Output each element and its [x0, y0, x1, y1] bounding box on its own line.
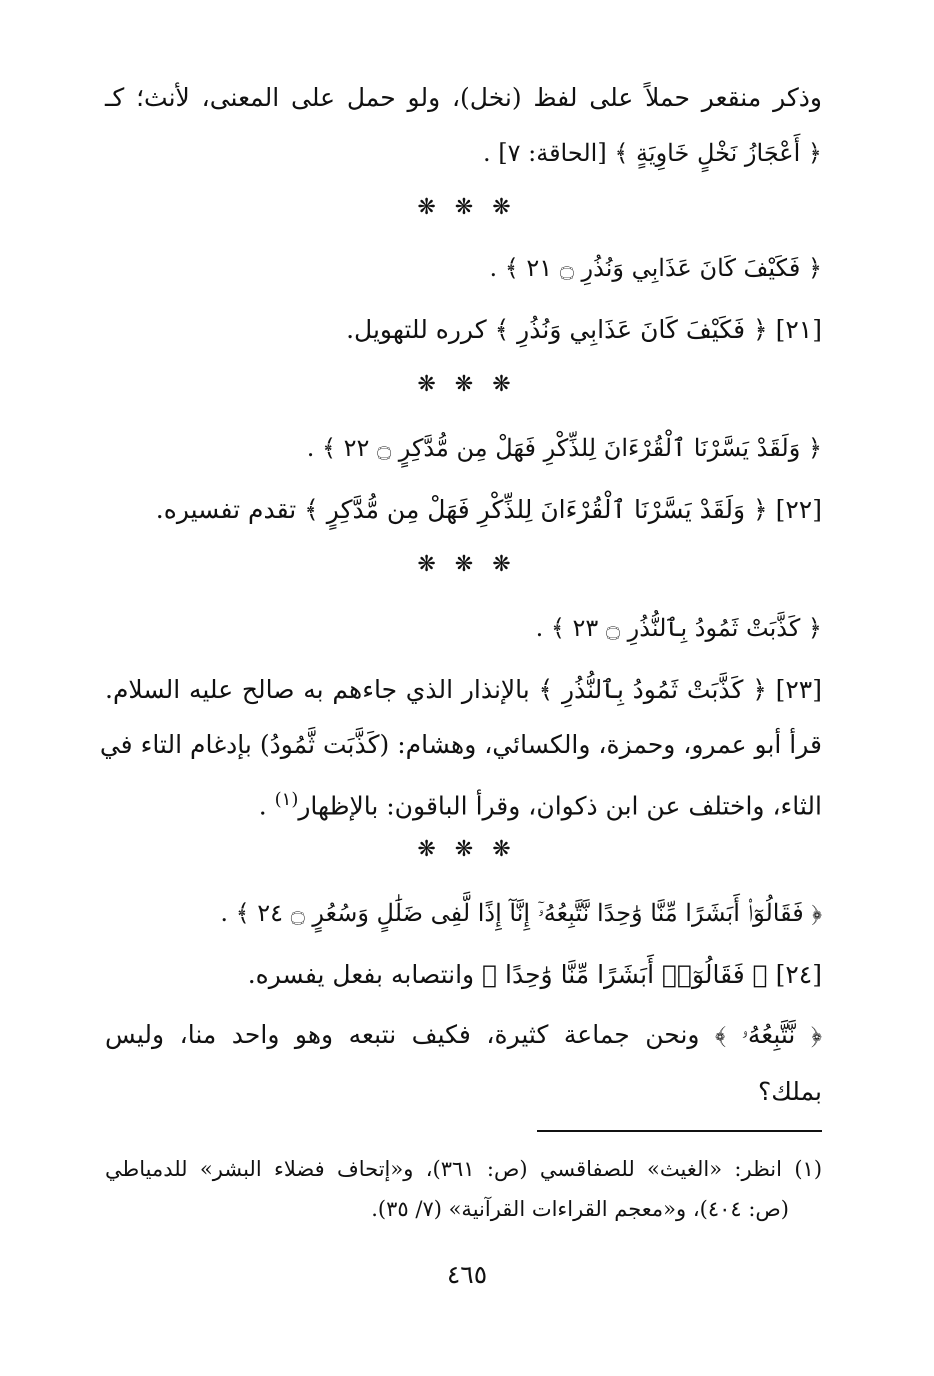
- paragraph-line: ﴿ نَّتَّبِعُهُۥ ﴾ ونحن جماعة كثيرة، فكيف نتبعه وهو واحد منا، وليس: [105, 1020, 822, 1049]
- verse-22: ﴿ وَلَقَدْ يَسَّرْنَا ٱلْقُرْءَانَ لِلذِّكْرِ فَهَلْ مِن مُّدَّكِرٍ ۝ ٢٢ ﴾ .: [306, 434, 822, 462]
- footnote-divider: [537, 1130, 822, 1132]
- footnote-reference: (١): [274, 789, 299, 810]
- tafsir-23-line: [259, 780, 822, 820]
- footnote-line: (ص: ٤٠٤)، و«معجم القراءات القرآنية» (٧/ ٣٥).: [371, 1197, 789, 1221]
- verse-24: ﴿ فَقَالُوٓا۟ أَبَشَرًا مِّنَّا وَٰحِدًا نَّتَّبِعُهُۥٓ إِنَّآ إِذًا لَّفِى ضَلَٰلٍ وَسُعُرٍ ۝ ٢٤ ﴾ .: [220, 899, 822, 927]
- tafsir-23-line: قرأ أبو عمرو، وحمزة، والكسائي، وهشام: (كَذَّبَت ثَّمُودُ) بإدغام التاء في: [99, 730, 822, 759]
- section-separator: ❋ ❋ ❋: [417, 195, 517, 220]
- paragraph-line: بملك؟: [757, 1077, 822, 1106]
- tafsir-24: [٢٤] ﴿ فَقَالُوٓا۟ أَبَشَرًا مِّنَّا وَٰحِدًا ﴾ وانتصابه بفعل يفسره.: [247, 960, 822, 989]
- quran-citation-line: ﴿ أَعْجَازُ نَخْلٍ خَاوِيَةٍ ﴾ [الحاقة: ٧] .: [482, 139, 822, 167]
- section-separator: ❋ ❋ ❋: [417, 552, 517, 577]
- verse-21: ﴿ فَكَيْفَ كَانَ عَذَابِي وَنُذُرِ ۝ ٢١ ﴾ .: [489, 254, 822, 282]
- tafsir-23-line: [٢٣] ﴿ كَذَّبَتْ ثَمُودُ بِٱلنُّذُرِ ﴾ بالإنذار الذي جاءهم به صالح عليه السلام.: [105, 675, 822, 704]
- paragraph-line: وذكر منقعر حملاً على لفظ (نخل)، ولو حمل على المعنى، لأنث؛ كـ: [105, 83, 822, 112]
- page-number: ٤٦٥: [446, 1260, 488, 1289]
- tafsir-22: [٢٢] ﴿ وَلَقَدْ يَسَّرْنَا ٱلْقُرْءَانَ لِلذِّكْرِ فَهَلْ مِن مُّدَّكِرٍ ﴾ تقدم تفسيره.: [155, 495, 822, 524]
- sentence-end: .: [258, 791, 275, 821]
- footnote-line: (١) انظر: «الغيث» للصفاقسي (ص: ٣٦١)، و«إتحاف فضلاء البشر» للدمياطي: [105, 1157, 823, 1181]
- tafsir-21: [٢١] ﴿ فَكَيْفَ كَانَ عَذَابِي وَنُذُرِ ﴾ كرره للتهويل.: [346, 315, 822, 344]
- verse-23: ﴿ كَذَّبَتْ ثَمُودُ بِٱلنُّذُرِ ۝ ٢٣ ﴾ .: [535, 614, 822, 642]
- tafsir-23-text: الثاء، واختلف عن ابن ذكوان، وقرأ الباقون: بالإظهار: [298, 791, 822, 821]
- section-separator: ❋ ❋ ❋: [417, 837, 517, 862]
- section-separator: ❋ ❋ ❋: [417, 372, 517, 397]
